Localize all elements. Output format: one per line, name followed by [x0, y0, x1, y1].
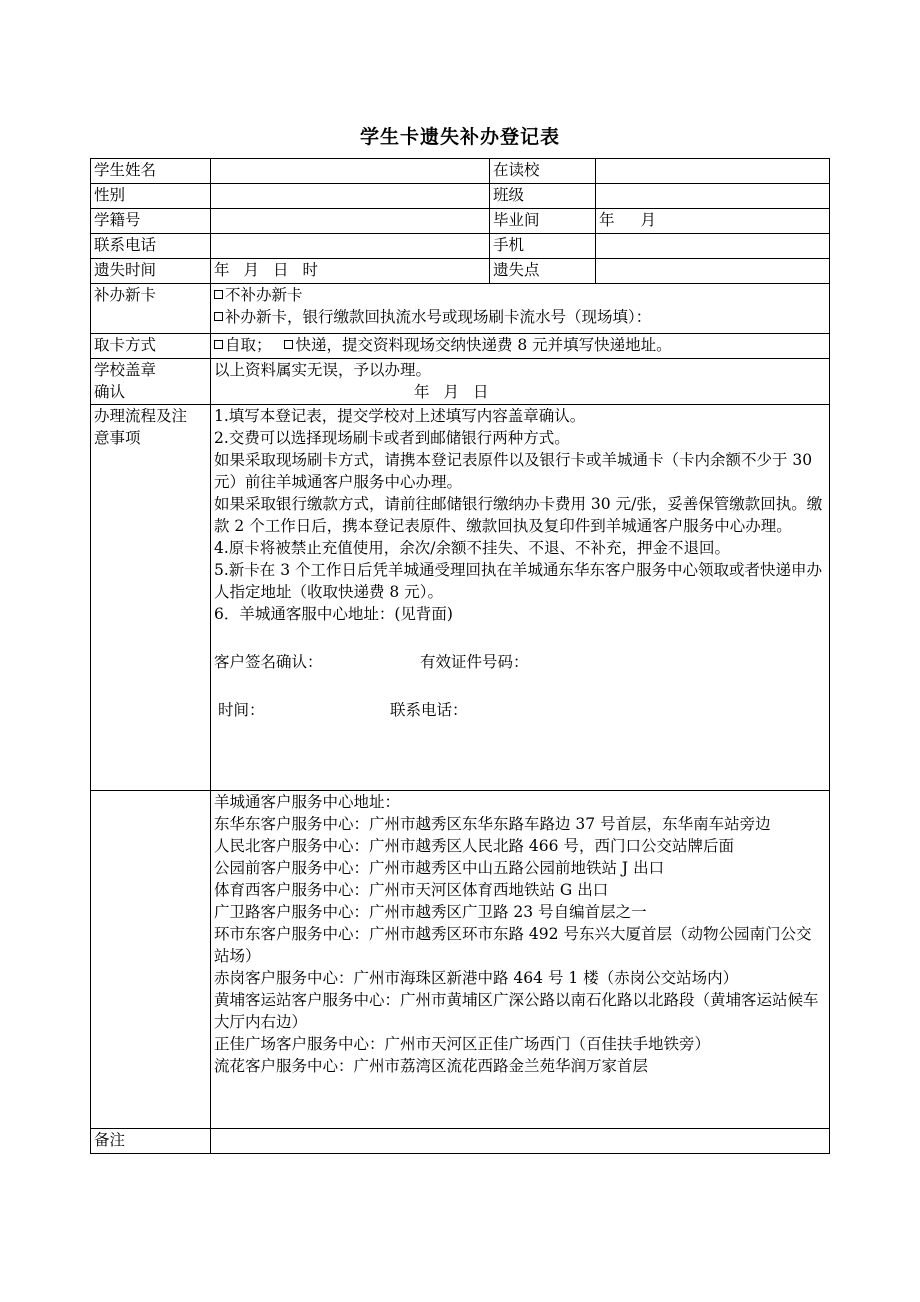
row-name — [91, 159, 830, 184]
reissue-options — [211, 284, 830, 334]
contact-label: 联系电话： — [390, 701, 468, 719]
gender-field[interactable] — [211, 184, 490, 209]
label-process-line1: 办理流程及注 — [94, 407, 188, 425]
process-step: 5.新卡在 3 个工作日后凭羊城通受理回执在羊城通东华东客户服务中心领取或者快递申办人指定地址（收取快递费 8 元）。 — [214, 561, 823, 601]
graduation-field[interactable] — [596, 209, 830, 234]
label-lost-time: 遗失时间 — [91, 259, 211, 284]
label-name: 学生姓名 — [91, 159, 211, 184]
form-title: 学生卡遗失补办登记表 — [359, 126, 560, 148]
time-line — [214, 699, 826, 721]
label-remarks: 备注 — [91, 1129, 211, 1154]
name-field[interactable] — [211, 159, 490, 184]
stamp-year: 年 — [414, 383, 430, 401]
label-process — [91, 405, 211, 791]
center-address: 黄埔客运站客户服务中心：广州市黄埔区广深公路以南石化路以北路段（黄埔客运站候车大厅内右边） — [214, 991, 819, 1031]
lost-hour: 时 — [302, 261, 319, 279]
process-step: 4.原卡将被禁止充值使用，余次/余额不挂失、不退、不补充，押金不退回。 — [214, 539, 731, 557]
center-address: 环市东客户服务中心：广州市越秀区环市东路 492 号东兴大厦首层（动物公园南门公交站场） — [214, 925, 812, 965]
label-class: 班级 — [490, 184, 596, 209]
id-number-label: 有效证件号码： — [420, 653, 529, 671]
pickup-self-label: 自取； — [225, 336, 272, 354]
grad-month: 月 — [640, 211, 657, 229]
pickup-options — [211, 334, 830, 359]
lost-year: 年 — [214, 261, 230, 279]
service-centers — [211, 791, 830, 1129]
label-graduation: 毕业间 — [490, 209, 596, 234]
phone-field[interactable] — [211, 234, 490, 259]
lost-time-field[interactable] — [211, 259, 490, 284]
remarks-field[interactable] — [211, 1129, 830, 1154]
school-field[interactable] — [596, 159, 830, 184]
student-no-field[interactable] — [211, 209, 490, 234]
center-address: 正佳广场客户服务中心：广州市天河区正佳广场西门（百佳扶手地铁旁） — [214, 1035, 711, 1053]
process-step: 如果采取银行缴款方式，请前往邮储银行缴纳办卡费用 30 元/张，妥善保管缴款回执。缴款 2 个工作日后，携本登记表原件、缴款回执及复印件到羊城通客户服务中心办理。 — [214, 495, 823, 535]
label-pickup: 取卡方式 — [91, 334, 211, 359]
label-stamp-line1: 学校盖章 — [94, 361, 157, 379]
process-step: 1.填写本登记表，提交学校对上述填写内容盖章确认。 — [214, 407, 586, 425]
registration-form — [90, 158, 830, 1154]
reissue-option-no-label: 不补办新卡 — [225, 286, 303, 304]
center-address: 东华东客户服务中心：广州市越秀区东华东路车路边 37 号首层，东华南车站旁边 — [214, 815, 771, 833]
label-mobile: 手机 — [490, 234, 596, 259]
row-stamp — [91, 359, 830, 405]
lost-month: 月 — [243, 261, 260, 279]
reissue-option-yes-label: 补办新卡，银行缴款回执流水号或现场刷卡流水号（现场填）： — [225, 308, 652, 326]
row-process — [91, 405, 830, 791]
process-notes — [211, 405, 830, 791]
centers-label-cell — [91, 791, 211, 1129]
stamp-text: 以上资料属实无误，予以办理。 — [214, 361, 432, 379]
label-reissue: 补办新卡 — [91, 284, 211, 334]
row-student-no — [91, 209, 830, 234]
label-lost-place: 遗失点 — [490, 259, 596, 284]
process-step: 6．羊城通客服中心地址：(见背面) — [214, 605, 453, 623]
stamp-day: 日 — [473, 383, 489, 401]
row-phone — [91, 234, 830, 259]
time-label: 时间： — [218, 701, 265, 719]
class-field[interactable] — [596, 184, 830, 209]
label-process-line2: 意事项 — [94, 429, 141, 447]
grad-year: 年 — [599, 211, 615, 229]
label-phone: 联系电话 — [91, 234, 211, 259]
row-centers — [91, 791, 830, 1129]
row-pickup — [91, 334, 830, 359]
mobile-field[interactable] — [596, 234, 830, 259]
row-remarks — [91, 1129, 830, 1154]
label-school: 在读校 — [490, 159, 596, 184]
label-stamp-line2: 确认 — [94, 383, 126, 401]
row-reissue — [91, 284, 830, 334]
stamp-month: 月 — [443, 383, 460, 401]
lost-place-field[interactable] — [596, 259, 830, 284]
process-step: 如果采取现场刷卡方式，请携本登记表原件以及银行卡或羊城通卡（卡内余额不少于 30 元）前往羊城通客户服务中心办理。 — [214, 451, 813, 491]
reissue-option-yes[interactable] — [214, 306, 826, 328]
reissue-option-no[interactable] — [214, 284, 826, 306]
row-lost-time — [91, 259, 830, 284]
center-address: 流花客户服务中心：广州市荔湾区流花西路金兰苑华润万家首层 — [214, 1057, 649, 1075]
center-address: 赤岗客户服务中心：广州市海珠区新港中路 464 号 1 楼（赤岗公交站场内） — [214, 969, 739, 987]
signature-line — [214, 651, 826, 673]
checkbox-no-reissue[interactable] — [214, 290, 223, 299]
signature-label: 客户签名确认： — [214, 653, 323, 671]
checkbox-reissue[interactable] — [214, 312, 223, 321]
stamp-area — [211, 359, 830, 405]
pickup-express-label: 快递，提交资料现场交纳快递费 8 元并填写快递地址。 — [295, 336, 672, 354]
label-stamp — [91, 359, 211, 405]
centers-title: 羊城通客户服务中心地址： — [214, 793, 401, 811]
stamp-date — [214, 381, 826, 403]
process-step: 2.交费可以选择现场刷卡或者到邮储银行两种方式。 — [214, 429, 570, 447]
checkbox-self-pickup[interactable] — [214, 340, 223, 349]
center-address: 体育西客户服务中心：广州市天河区体育西地铁站 G 出口 — [214, 881, 609, 899]
center-address: 人民北客户服务中心：广州市越秀区人民北路 466 号，西门口公交站牌后面 — [214, 837, 734, 855]
center-address: 广卫路客户服务中心：广州市越秀区广卫路 23 号自编首层之一 — [214, 903, 647, 921]
row-gender — [91, 184, 830, 209]
label-gender: 性别 — [91, 184, 211, 209]
center-address: 公园前客户服务中心：广州市越秀区中山五路公园前地铁站 J 出口 — [214, 859, 665, 877]
label-student-no: 学籍号 — [91, 209, 211, 234]
lost-day: 日 — [273, 261, 289, 279]
checkbox-express[interactable] — [284, 340, 293, 349]
